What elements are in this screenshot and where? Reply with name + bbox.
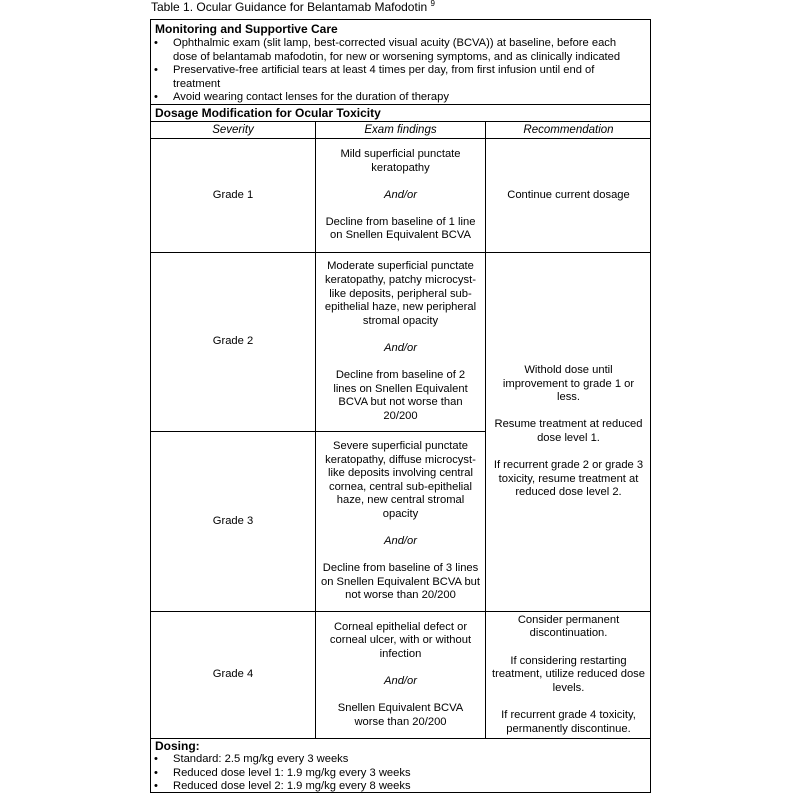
finding-connector: And/or: [384, 342, 417, 354]
divider: [151, 121, 650, 122]
finding-connector: And/or: [384, 675, 417, 687]
dosage-modification-title: Dosage Modification for Ocular Toxicity: [155, 106, 381, 120]
dosing-list: [151, 753, 621, 794]
divider: [151, 104, 650, 105]
finding-primary: Severe superficial punctate keratopathy, diffuse microcyst-like deposits involving central cornea, central sub-epithelial haze, new central stromal opacity: [325, 439, 476, 520]
recommendation-line: Resume treatment at reduced dose level 1.: [494, 418, 643, 444]
severity-grade-4: Grade 4: [212, 668, 254, 681]
caption-reference: 9: [430, 0, 435, 8]
recommendation-line: Consider permanent discontinuation.: [517, 613, 620, 640]
monitoring-item: • Ophthalmic exam (slit lamp, best-corrected visual acuity (BCVA)) at baseline, before each dose of belantamab mafodotin, for new or worsening symptoms, and as clinically indicated: [151, 37, 621, 64]
finding-primary: Corneal epithelial defect or corneal ulcer, with or without infection: [329, 620, 472, 660]
exam-findings-grade-4: [316, 612, 485, 738]
table-caption: [151, 0, 435, 14]
recommendation-grade-1: Continue current dosage: [507, 188, 630, 201]
recommendation-line: If recurrent grade 4 toxicity, permanently discontinue.: [501, 708, 636, 735]
finding-connector: And/or: [384, 188, 417, 201]
dosing-title: Dosing:: [155, 739, 200, 753]
finding-primary: Mild superficial punctate keratopathy: [340, 147, 461, 174]
ocular-guidance-table: [150, 19, 651, 793]
exam-findings-grade-1: [316, 139, 485, 252]
recommendation-grade-4: [486, 612, 651, 738]
finding-secondary: Snellen Equivalent BCVA worse than 20/200: [337, 702, 464, 728]
dosing-item: • Standard: 2.5 mg/kg every 3 weeks: [151, 753, 621, 767]
caption-text: Table 1. Ocular Guidance for Belantamab Mafodotin: [151, 0, 428, 14]
dosing-item: • Reduced dose level 2: 1.9 mg/kg every 8 weeks: [151, 780, 621, 794]
finding-secondary: Decline from baseline of 2 lines on Snellen Equivalent BCVA but not worse than 20/200: [333, 369, 468, 422]
monitoring-item: • Preservative-free artificial tears at least 4 times per day, from first infusion until end of treatment: [151, 64, 621, 91]
finding-secondary: Decline from baseline of 3 lines on Snellen Equivalent BCVA but not worse than 20/200: [320, 562, 480, 602]
recommendation-line: If considering restarting treatment, utilize reduced dose levels.: [492, 654, 645, 694]
severity-grade-2: Grade 2: [212, 335, 254, 348]
exam-findings-grade-3: [316, 432, 485, 611]
recommendation-line: If recurrent grade 2 or grade 3 toxicity, resume treatment at reduced dose level 2.: [493, 459, 644, 499]
finding-primary: Moderate superficial punctate keratopathy, patchy microcyst-like deposits, peripheral sub-epithelial haze, new peripheral stromal opacity: [324, 260, 477, 327]
monitoring-list: [151, 37, 621, 105]
header-recommendation: Recommendation: [523, 124, 614, 136]
monitoring-item: • Avoid wearing contact lenses for the duration of therapy: [151, 91, 621, 105]
recommendation-grade-2-3: [486, 253, 651, 611]
row-divider: [151, 738, 650, 739]
dosing-item: • Reduced dose level 1: 1.9 mg/kg every 3 weeks: [151, 767, 621, 781]
recommendation-line: Withold dose until improvement to grade 1 or less.: [502, 364, 635, 404]
header-exam-findings: Exam findings: [364, 124, 437, 136]
header-severity: Severity: [212, 124, 254, 136]
finding-connector: And/or: [384, 535, 417, 548]
severity-grade-1: Grade 1: [212, 188, 254, 201]
monitoring-title: Monitoring and Supportive Care: [155, 22, 338, 36]
exam-findings-grade-2: [316, 253, 485, 431]
severity-grade-3: Grade 3: [212, 514, 254, 527]
finding-secondary: Decline from baseline of 1 line on Snellen Equivalent BCVA: [325, 215, 476, 242]
